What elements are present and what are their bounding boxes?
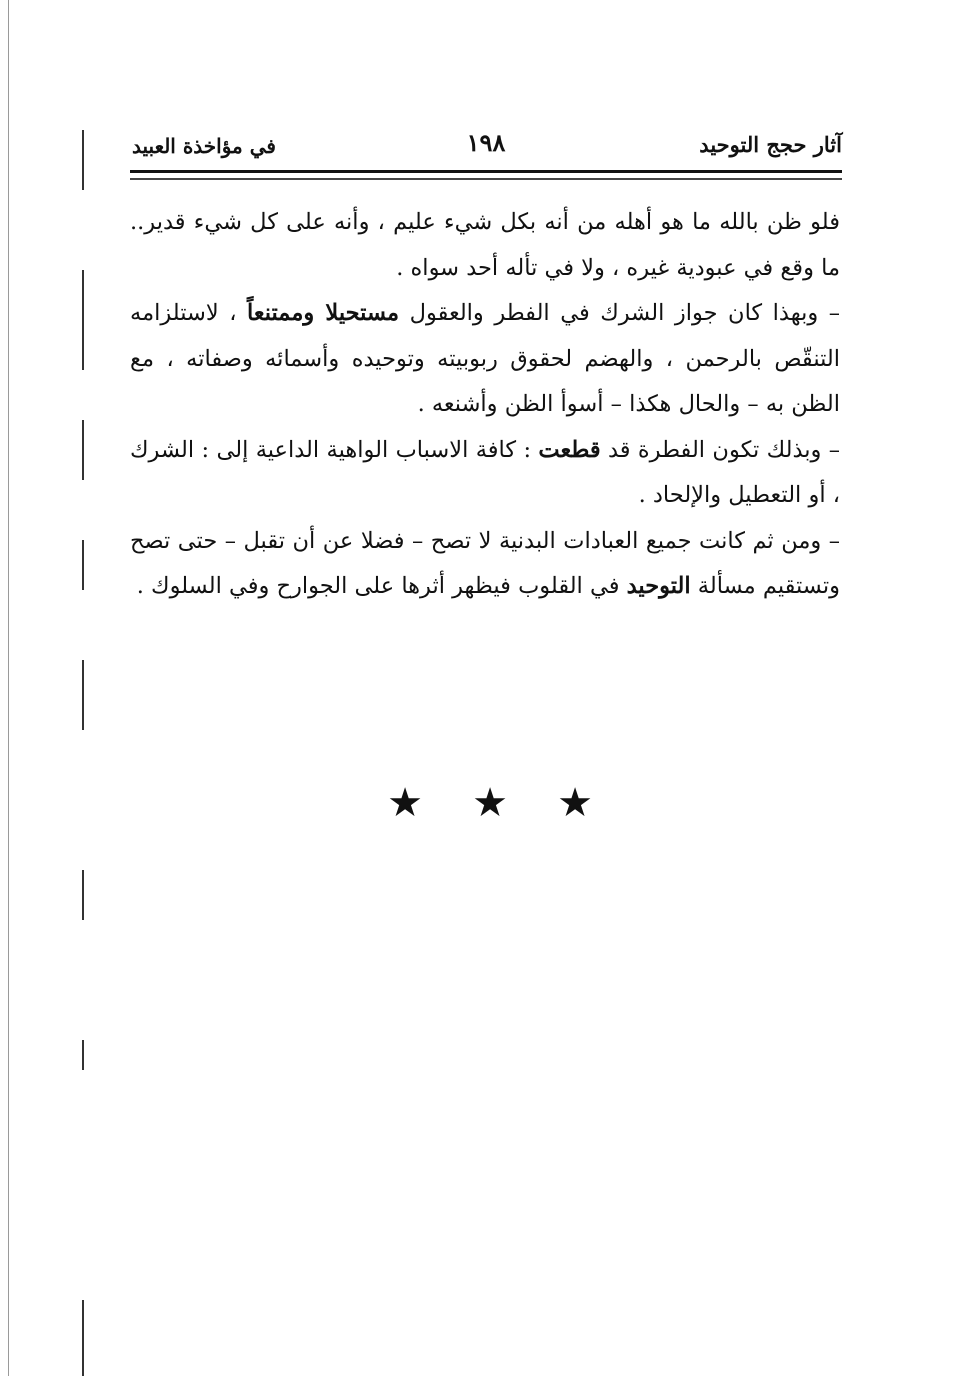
paragraph-3-text: – وبذلك تكون الفطرة قد [600, 436, 840, 463]
paragraph-4-text: – ومن ثم كانت جميع العبادات البدنية لا تصح – فضلا عن أن تقبل – حتى تصح وتستقيم مسألة [130, 527, 840, 599]
margin-line [82, 1300, 84, 1376]
header-rule-secondary [130, 178, 842, 180]
paragraph-4-emphasis: التوحيد [626, 573, 691, 599]
book-title: آثار حجج التوحيد [699, 132, 842, 157]
header-rule [130, 170, 842, 173]
running-header [132, 128, 842, 168]
star-icon: ★ [557, 780, 593, 826]
margin-line [82, 870, 84, 920]
star-icon: ★ [472, 780, 508, 826]
paragraph-3 [130, 428, 840, 519]
section-divider [380, 778, 600, 828]
paragraph-3-emphasis: قطعت [538, 436, 601, 463]
paragraph-4-text: في القلوب فيظهر أثرها على الجوارح وفي السلوك . [136, 573, 627, 599]
margin-line [82, 130, 84, 190]
star-icon: ★ [387, 780, 423, 826]
paragraph-3-text: : كافة الاسباب الواهية الداعية إلى : الشرك ، أو التعطيل والإلحاد . [130, 436, 840, 508]
margin-line [82, 420, 84, 480]
body-text [130, 200, 840, 610]
margin-line [82, 540, 84, 590]
paragraph-1: فلو ظن بالله ما هو أهله من أنه بكل شيء عليم ، وأنه على كل شيء قدير.. ما وقع في عبودية غيره ، ولا في تأله أحد سواه . [130, 209, 840, 281]
paragraph-2-text: – وبهذا كان جواز الشرك في الفطر والعقول [399, 300, 840, 326]
paragraph-2 [130, 291, 840, 428]
margin-line [82, 660, 84, 730]
paragraph-2-text: ، لاستلزامه التنقّص بالرحمن ، والهضم لحقوق ربوبيته وتوحيده وأسمائه وصفاته ، مع الظن به – والحال هكذا – أسوأ الظن وأشنعه . [130, 300, 840, 417]
margin-line [82, 1040, 84, 1070]
paragraph-4 [130, 519, 840, 610]
page-edge [8, 0, 9, 1376]
section-title: في مؤاخذة العبيد [132, 134, 276, 158]
margin-line [82, 270, 84, 370]
paragraph-2-emphasis: مستحيلا وممتنعاً [247, 300, 400, 326]
page-number: ١٩٨ [466, 128, 506, 157]
